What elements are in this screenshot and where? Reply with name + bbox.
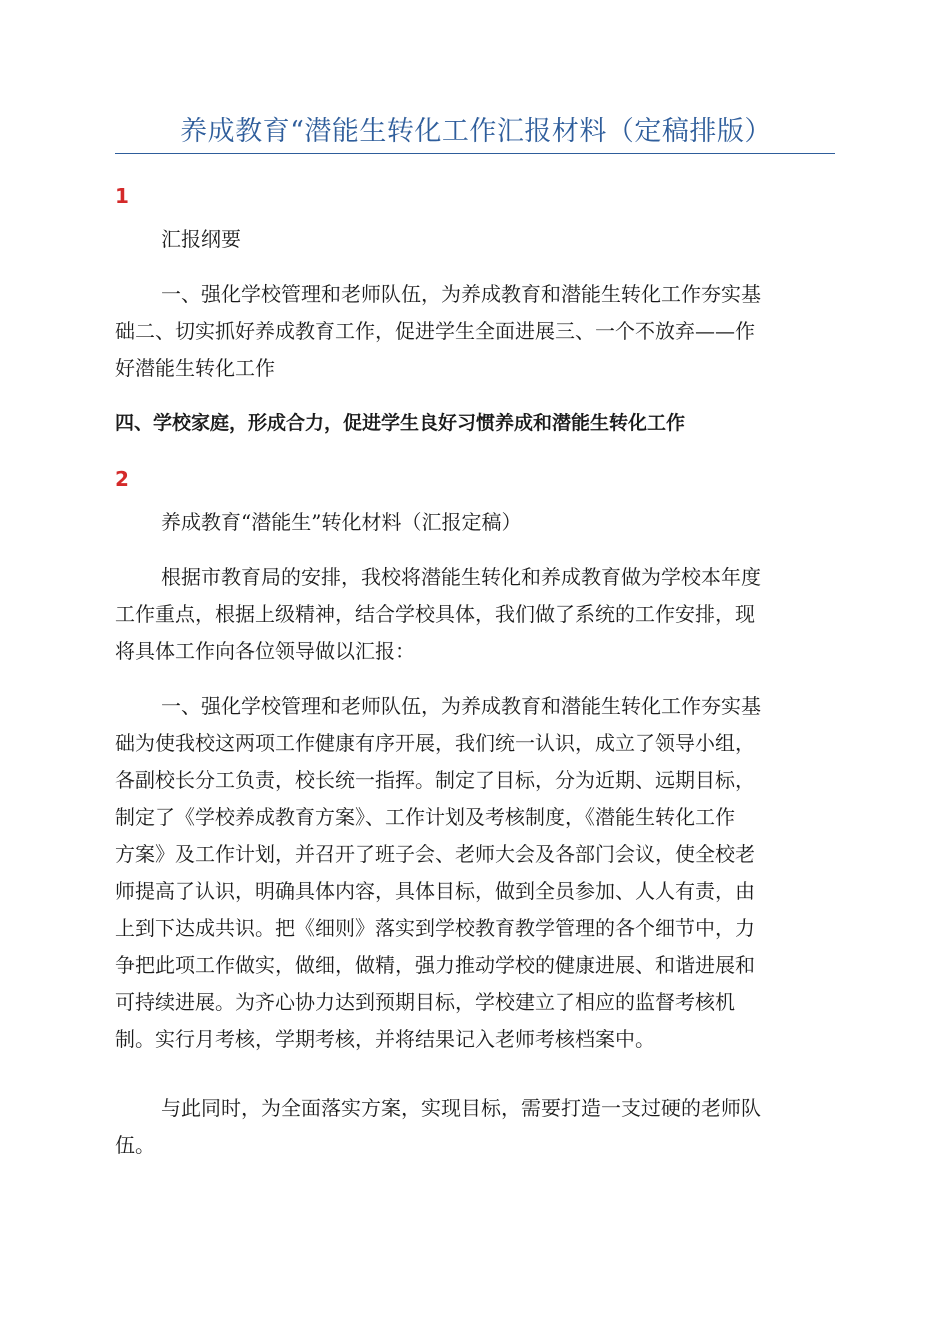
body-line: 师提高了认识，明确具体内容，具体目标，做到全员参加、人人有责，由 <box>115 879 755 903</box>
body-line: 上到下达成共识。把《细则》落实到学校教育教学管理的各个细节中，力 <box>115 916 755 940</box>
body-line: 方案》及工作计划，并召开了班子会、老师大会及各部门会议，使全校老 <box>115 842 755 866</box>
closing-line: 与此同时，为全面落实方案，实现目标，需要打造一支过硬的老师队 <box>161 1096 761 1120</box>
section-2-closing <box>115 1090 835 1164</box>
body-line: 可持续进展。为齐心协力达到预期目标，学校建立了相应的监督考核机 <box>115 990 735 1014</box>
body-line: 各副校长分工负责，校长统一指挥。制定了目标，分为近期、远期目标， <box>115 768 755 792</box>
closing-line: 伍。 <box>115 1133 155 1157</box>
section-1-outline <box>115 276 835 387</box>
intro-line: 将具体工作向各位领导做以汇报： <box>115 639 415 663</box>
intro-line: 根据市教育局的安排，我校将潜能生转化和养成教育做为学校本年度 <box>161 565 761 589</box>
section-number-2: 2 <box>115 467 129 491</box>
outline-line: 础二、切实抓好养成教育工作，促进学生全面进展三、一个不放弃——作 <box>115 319 755 343</box>
section-number-1: 1 <box>115 184 129 208</box>
outline-line: 一、强化学校管理和老师队伍，为养成教育和潜能生转化工作夯实基 <box>161 282 761 306</box>
body-line: 一、强化学校管理和老师队伍，为养成教育和潜能生转化工作夯实基 <box>161 694 761 718</box>
document-title: 养成教育“潜能生转化工作汇报材料（定稿排版） <box>180 116 772 147</box>
section-1-bold-item: 四、学校家庭，形成合力，促进学生良好习惯养成和潜能生转化工作 <box>115 412 686 434</box>
section-2-heading: 养成教育“潜能生”转化材料（汇报定稿） <box>161 510 522 534</box>
section-2-body <box>115 688 835 1058</box>
body-line: 制。实行月考核，学期考核，并将结果记入老师考核档案中。 <box>115 1027 655 1051</box>
title-underline <box>115 153 835 154</box>
outline-line: 好潜能生转化工作 <box>115 356 275 380</box>
section-2-intro <box>115 559 835 670</box>
section-1-heading: 汇报纲要 <box>161 227 241 251</box>
intro-line: 工作重点，根据上级精神，结合学校具体，我们做了系统的工作安排，现 <box>115 602 755 626</box>
body-line: 制定了《学校养成教育方案》、工作计划及考核制度，《潜能生转化工作 <box>115 805 735 829</box>
body-line: 础为使我校这两项工作健康有序开展，我们统一认识，成立了领导小组， <box>115 731 755 755</box>
body-line: 争把此项工作做实，做细，做精，强力推动学校的健康进展、和谐进展和 <box>115 953 755 977</box>
